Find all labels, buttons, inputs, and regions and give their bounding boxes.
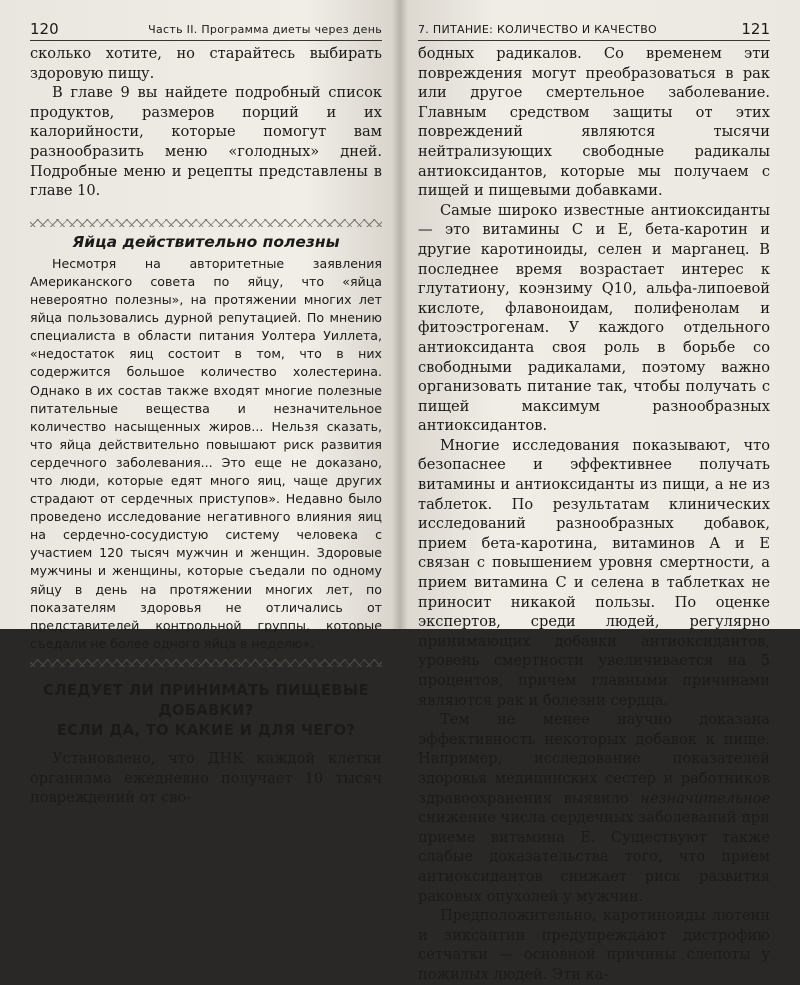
paragraph [418,710,770,906]
section-heading-line: СЛЕДУЕТ ЛИ ПРИНИМАТЬ ПИЩЕВЫЕ ДОБАВКИ? [43,681,369,719]
ornament-divider [30,219,382,227]
sidebar-box [30,215,382,667]
text-run: снижение числа сердечных заболеваний при приеме витамина E. Существуют также слабые доказательства того, что прием антиоксидантов снижает риск развития раковых опухолей у мужчин. [418,809,770,905]
page-number: 121 [741,20,770,38]
right-page [404,0,800,983]
running-head: Часть II. Программа диеты через день [148,23,382,36]
section-heading-line: ЕСЛИ ДА, ТО КАКИЕ И ДЛЯ ЧЕГО? [56,721,356,739]
page-number: 120 [30,20,59,38]
sidebar-title: Яйца действительно полезны [72,232,340,251]
text-run: Тем не менее научно доказана эффективность некоторых добавок к пище. Например, исследование показателей здоровья медицинских сестер и работников здравоохранения выявило [418,711,770,807]
right-page-body [418,44,770,985]
paragraph: Предположительно, каротиноиды лютеин и зиксантин предупреждают дистрофию сетчатки — основной причины слепоты у пожилых людей. Эти ка- [418,907,770,983]
ornament-divider [30,659,382,667]
sidebar-text: Несмотря на авторитетные заявления Американского совета по яйцу, что «яйца невероятно полезны», на протяжении многих лет яйца пользовались дурной репутацией. По мнению специалиста в области питания Уолтера Уиллета, «недостаток яиц состоит в том, что в них содержится большое количество холестерина. Однако в их состав также входят многие полезные питательные вещества и незначительное количество насыщенных жиров... Нельзя сказать, что яйца действительно повышают риск развития сердечного заболевания... Это еще не доказано, что люди, которые едят много яиц, чаще других страдают от сердечных приступов». Недавно было проведено исследование негативного влияния яиц на сердечно-сосудистую систему человека с участием 120 тысяч мужчин и женщин. Здоровые мужчины и женщины, которые съедали по одному яйцу в день на протяжении многих лет, по показателям здоровья не отличались от представителей контрольной группы, которые съедали не более одного яйца в неделю». [30,255,382,651]
section-heading [30,681,382,741]
left-page [0,0,398,807]
left-page-body [30,44,382,808]
running-head: 7. ПИТАНИЕ: КОЛИЧЕСТВО И КАЧЕСТВО [418,23,658,36]
paragraph: Многие исследования показывают, что безопаснее и эффективнее получать витамины и антиоксиданты из пищи, а не из таблеток. По результатам клинических исследований разнообразных добавок, прием бета-каротина, витаминов A и E связан с повышением уровня смертности, а прием витамина C и селена в таблетках не приносит никакой пользы. По оценке экспертов, среди людей, регулярно принимающих добавки антиоксидантов, уровень смертности увеличивается на 5 процентов, причем главными причинами являются рак и болезни сердца. [418,436,770,709]
paragraph: Установлено, что ДНК каждой клетки организма ежедневно получает 10 тысяч повреждений от сво- [30,749,382,807]
right-page-header [418,18,770,41]
emphasis: незначительное [640,789,770,807]
left-page-header [30,18,382,41]
paragraph: Самые широко известные антиоксиданты — это витамины C и E, бета-каротин и другие каротиноиды, селен и марганец. В последнее время возрастает интерес к глутатиону, коэнзиму Q10, альфа-липоевой кислоте, флавоноидам, полифенолам и фитоэстрогенам. У каждого отдельного антиоксиданта своя роль в борьбе со свободными радикалами, поэтому важно организовать питание так, чтобы получать с пищей максимум разнообразных антиоксидантов. [418,201,770,435]
paragraph: бодных радикалов. Со временем эти повреждения могут преобразоваться в рак или другое смертельное заболевание. Главным средством защиты от этих повреждений являются тысячи нейтрализующих свободные радикалы антиоксидантов, которые мы получаем с пищей и пищевыми добавками. [418,45,770,200]
paragraph: В главе 9 вы найдете подробный список продуктов, размеров порций и их калорийности, которые помогут вам разнообразить меню «голодных» дней. Подробные меню и рецепты представлены в главе 10. [30,84,382,200]
paragraph: сколько хотите, но старайтесь выбирать здоровую пищу. [30,45,382,82]
